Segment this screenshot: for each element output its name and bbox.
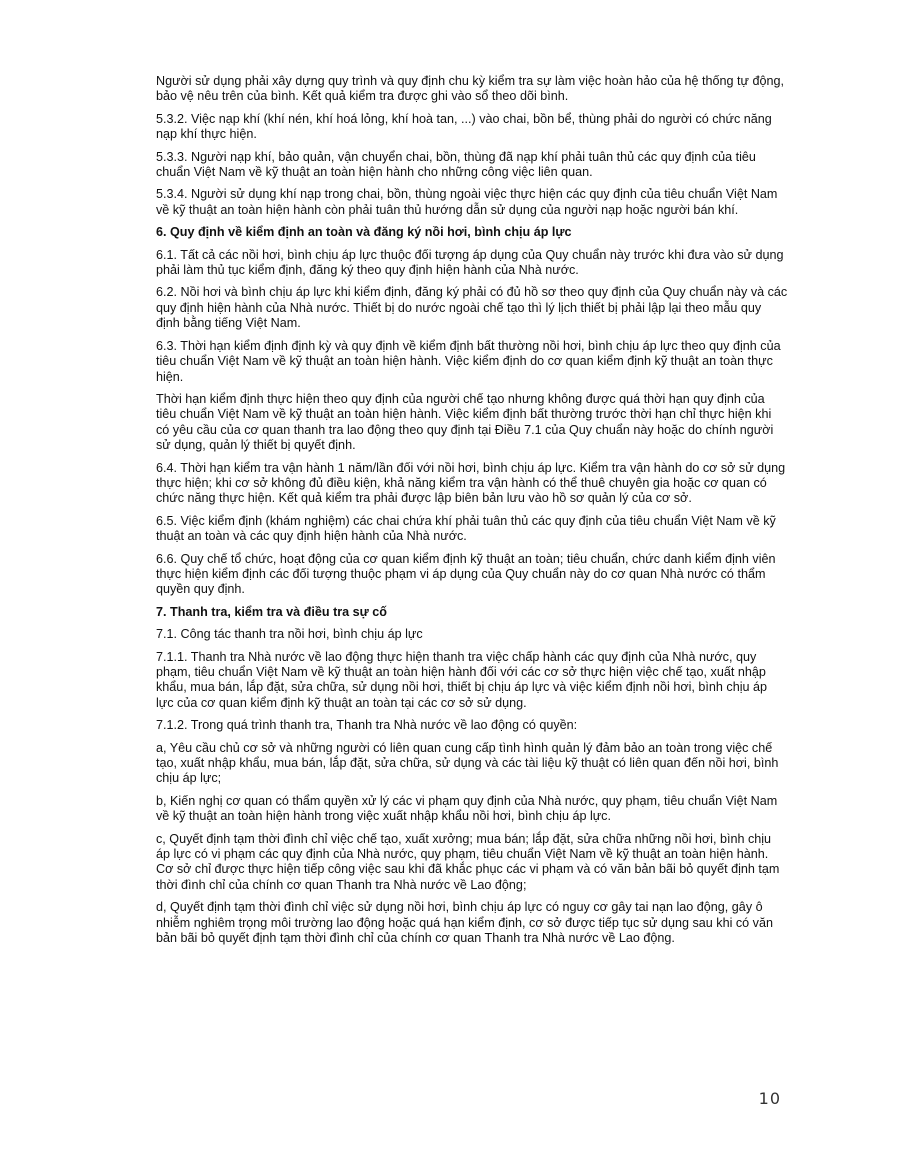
paragraph: 6.5. Việc kiểm định (khám nghiệm) các chai chứa khí phải tuân thủ các quy định của tiêu chuẩn Việt Nam về kỹ thuật an toàn và các quy định hiện hành của Nhà nước.: [156, 513, 776, 544]
paragraph: 6.6. Quy chế tổ chức, hoạt động của cơ quan kiểm định kỹ thuật an toàn; tiêu chuẩn, chức danh kiểm định viên thực hiện kiểm định các đối tượng thuộc phạm vi áp dụng của Quy chuẩn này do cơ quan Nhà nước có thẩm quyền quy định.: [156, 551, 776, 597]
section-heading: 7. Thanh tra, kiểm tra và điều tra sự cố: [156, 604, 387, 619]
section-heading: 6. Quy định về kiểm định an toàn và đăng ký nồi hơi, bình chịu áp lực: [156, 225, 572, 240]
paragraph: 6.2. Nồi hơi và bình chịu áp lực khi kiểm định, đăng ký phải có đủ hồ sơ theo quy định của Quy chuẩn này và các quy định hiện hành của Nhà nước. Thiết bị do nước ngoài chế tạo thì lý lịch thiết bị phải lập lại theo mẫu quy định bằng tiếng Việt Nam.: [156, 285, 788, 331]
list-item: c, Quyết định tạm thời đình chỉ việc chế tạo, xuất xưởng; mua bán; lắp đặt, sửa chữa những nồi hơi, bình chịu áp lực có vi phạm các quy định của Nhà nước, quy phạm, tiêu chuẩn Việt Nam về kỹ thuật an toàn hiện hành. Cơ sở chỉ được thực hiện tiếp công việc sau khi đã khắc phục các vi phạm và có văn bản bãi bỏ quyết định tạm thời đình chỉ của chính cơ quan Thanh tra Nhà nước về Lao động;: [156, 831, 780, 892]
list-item: a, Yêu cầu chủ cơ sở và những người có liên quan cung cấp tình hình quản lý đảm bảo an toàn trong việc chế tạo, xuất nhập khẩu, mua bán, lắp đặt, sửa chữa, sử dụng và các tài liệu kỹ thuật có liên quan đến nồi hơi, bình chịu áp lực;: [156, 740, 779, 786]
list-item: d, Quyết định tạm thời đình chỉ việc sử dụng nồi hơi, bình chịu áp lực có nguy cơ gây tai nạn lao động, gây ô nhiễm nghiêm trọng môi trường lao động hoặc quá hạn kiểm định, cơ sở được tiếp tục sử dụng sau khi có văn bản bãi bỏ quyết định tạm thời đình chỉ của chính cơ quan Thanh tra Nhà nước về Lao động.: [156, 900, 773, 946]
paragraph: 6.1. Tất cả các nồi hơi, bình chịu áp lực thuộc đối tượng áp dụng của Quy chuẩn này trước khi đưa vào sử dụng phải làm thủ tục kiểm định, đăng ký theo quy định hiện hành của Nhà nước.: [156, 247, 784, 278]
paragraph: 7.1. Công tác thanh tra nồi hơi, bình chịu áp lực: [156, 627, 423, 642]
paragraph: 6.4. Thời hạn kiểm tra vận hành 1 năm/lần đối với nồi hơi, bình chịu áp lực. Kiểm tra vận hành do cơ sở sử dụng thực hiện; khi cơ sở không đủ điều kiện, khả năng kiểm tra vận hành có thể thuê chuyên gia hoặc cơ quan có chức năng thực hiện. Kết quả kiểm tra phải được lập biên bản lưu vào hồ sơ quản lý của cơ sở.: [156, 460, 786, 506]
paragraph: 7.1.1. Thanh tra Nhà nước về lao động thực hiện thanh tra việc chấp hành các quy định của Nhà nước, quy phạm, tiêu chuẩn Việt Nam về kỹ thuật an toàn hiện hành đối với các cơ sở thực hiện việc chế tạo, xuất nhập khẩu, mua bán, lắp đặt, sửa chữa, sử dụng nồi hơi, thiết bị chịu áp lực và việc kiểm định nồi hơi, bình chịu áp lực của cơ quan kiểm định kỹ thuật an toàn tại các cơ sở sử dụng.: [156, 649, 768, 710]
paragraph: 7.1.2. Trong quá trình thanh tra, Thanh tra Nhà nước về lao động có quyền:: [156, 718, 578, 733]
paragraph: 5.3.3. Người nạp khí, bảo quản, vận chuyển chai, bồn, thùng đã nạp khí phải tuân thủ các quy định của tiêu chuẩn Việt Nam về kỹ thuật an toàn hiện hành cho những công việc liên quan.: [156, 149, 756, 180]
list-item: b, Kiến nghị cơ quan có thẩm quyền xử lý các vi phạm quy định của Nhà nước, quy phạm, tiêu chuẩn Việt Nam về kỹ thuật an toàn hiện hành trong việc xuất nhập khẩu nồi hơi, bình chịu áp lực.: [156, 793, 778, 824]
paragraph: 5.3.2. Việc nạp khí (khí nén, khí hoá lỏng, khí hoà tan, ...) vào chai, bồn bể, thùng phải do người có chức năng nạp khí thực hiện.: [156, 111, 772, 142]
page-number: 10: [758, 1089, 781, 1108]
paragraph: Người sử dụng phải xây dựng quy trình và quy định chu kỳ kiểm tra sự làm việc hoàn hảo của hệ thống tự động, bảo vệ nêu trên của bình. Kết quả kiểm tra được ghi vào sổ theo dõi bình.: [156, 74, 784, 104]
paragraph: Thời hạn kiểm định thực hiện theo quy định của người chế tạo nhưng không được quá thời hạn quy định của tiêu chuẩn Việt Nam về kỹ thuật an toàn hiện hành. Việc kiểm định bất thường trước thời hạn chỉ thực hiện khi có yêu cầu của cơ quan thanh tra lao động theo quy định tại Điều 7.1 của Quy chuẩn này hoặc do chính người sử dụng, quản lý thiết bị quyết định.: [156, 391, 774, 453]
document-body: [156, 74, 788, 954]
paragraph: 5.3.4. Người sử dụng khí nạp trong chai, bồn, thùng ngoài việc thực hiện các quy định của tiêu chuẩn Việt Nam về kỹ thuật an toàn hiện hành còn phải tuân thủ hướng dẫn sử dụng của người nạp hoặc người bán khí.: [156, 187, 778, 217]
paragraph: 6.3. Thời hạn kiểm định định kỳ và quy định về kiểm định bất thường nồi hơi, bình chịu áp lực theo quy định của tiêu chuẩn Việt Nam về kỹ thuật an toàn hiện hành. Việc kiểm định do cơ quan kiểm định kỹ thuật an toàn thực hiện.: [156, 338, 781, 384]
